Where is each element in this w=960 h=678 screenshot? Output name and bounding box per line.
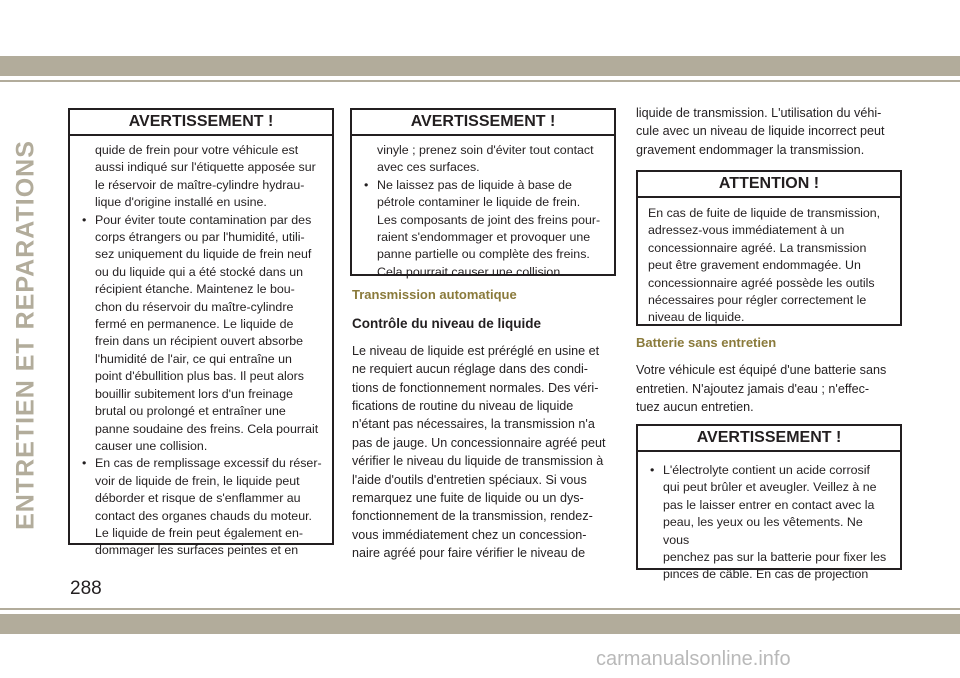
bullet-line: pétrole contaminer le liquide de frein. xyxy=(377,195,581,210)
footer-band xyxy=(0,614,960,634)
text-line: lique d'origine installé en usine. xyxy=(95,195,267,210)
bullet-line: • L'électrolyte contient un acide corrosif xyxy=(663,463,870,477)
footer-rule xyxy=(0,608,960,610)
text-line: liquide de transmission. L'utilisation du véhi- xyxy=(636,106,882,120)
section-title-transmission: Transmission automatique xyxy=(352,287,517,302)
text-line: En cas de fuite de liquide de transmission, xyxy=(648,206,881,220)
text-line: fications de routine du niveau de liquide xyxy=(352,399,574,414)
warning-box-col3 xyxy=(636,424,902,582)
text-line: Le niveau de liquide est préréglé en usine et xyxy=(352,343,600,358)
subsection-title-fluid-level: Contrôle du niveau de liquide xyxy=(352,316,542,332)
paragraph-transmission-continued xyxy=(636,104,904,159)
bullet-line: • Ne laissez pas de liquide à base de xyxy=(377,177,572,192)
warning-box-body xyxy=(70,136,332,566)
header-band xyxy=(0,0,960,76)
text-line: le réservoir de maître-cylindre hydrau- xyxy=(95,177,305,192)
text-line: tions de fonctionnement normales. Des véri- xyxy=(352,380,599,395)
warning-box-body xyxy=(352,136,614,287)
bullet-line: contact des organes chauds du moteur. xyxy=(95,508,312,523)
bullet-line: Les composants de joint des freins pour- xyxy=(377,212,601,227)
bullet-line: bouillir subitement lors d'un freinage xyxy=(95,386,293,401)
bullet-line: fermé en permanence. Le liquide de xyxy=(95,317,294,332)
text-line: n'étant pas nécessaires, la transmission n'a xyxy=(352,417,595,432)
attention-box-body xyxy=(638,198,900,333)
bullet-line: frein dans un récipient ouvert absorbe xyxy=(95,334,304,349)
bullet-line: panne soudaine des freins. Cela pourrait xyxy=(95,421,319,436)
bullet-line: sez uniquement du liquide de frein neuf xyxy=(95,247,312,262)
warning-box-title: AVERTISSEMENT ! xyxy=(638,426,900,452)
bullet-line: penchez pas sur la batterie pour fixer les xyxy=(663,550,887,565)
text-line: remarquez une fuite de liquide ou un dys- xyxy=(352,491,584,506)
text-line: l'aide d'outils d'entretien spéciaux. Si vous xyxy=(352,472,587,487)
bullet-line: Cela pourrait causer une collision. xyxy=(377,264,564,279)
warning-box-col1 xyxy=(68,108,334,558)
text-line: fonctionnement de la transmission, rendez- xyxy=(352,509,593,524)
warning-box-body xyxy=(638,452,900,590)
text-line: entretien. N'ajoutez jamais d'eau ; n'effec- xyxy=(636,381,870,396)
continued-text xyxy=(80,142,324,212)
text-line: naire agréé pour faire vérifier le niveau de xyxy=(352,546,586,561)
bullet-line: ou du liquide qui a été stocké dans un xyxy=(95,264,304,279)
bullet-line: pinces de câble. En cas de projection xyxy=(663,567,869,582)
continued-text xyxy=(362,142,606,177)
text-line: concessionnaire agréé possède les outils xyxy=(648,275,875,290)
bullet-line: pas le laisser entrer en contact avec la xyxy=(663,497,875,512)
bullet-list xyxy=(80,212,324,560)
warning-box-col2 xyxy=(350,108,616,279)
header-rule xyxy=(0,80,960,82)
section-title-battery: Batterie sans entretien xyxy=(636,335,777,350)
bullet-line: Le liquide de frein peut également en- xyxy=(95,525,304,540)
bullet-line: chon du réservoir du maître-cylindre xyxy=(95,299,294,314)
watermark-text: carmanualsonline.info xyxy=(596,648,791,670)
bullet-line: déborder et risque de s'enflammer au xyxy=(95,491,301,506)
bullet-item xyxy=(362,177,606,281)
bullet-line: • Pour éviter toute contamination par des xyxy=(95,212,312,227)
bullet-line: causer une collision. xyxy=(95,438,208,453)
text-line: ne requiert aucun réglage dans des condi- xyxy=(352,362,588,377)
text-line: adressez-vous immédiatement à un xyxy=(648,223,845,238)
text-line: nécessaires pour régler correctement le xyxy=(648,293,867,308)
bullet-list xyxy=(362,177,606,281)
bullet-line: qui peut brûler et aveugler. Veillez à ne xyxy=(663,480,877,495)
text-line: vous immédiatement chez un concession- xyxy=(352,527,587,542)
column-3-battery xyxy=(636,334,904,417)
bullet-line: point d'ébullition plus bas. Il peut alors xyxy=(95,369,305,384)
header-stripe xyxy=(0,56,960,76)
text-line: avec ces surfaces. xyxy=(377,160,480,175)
text-line: tuez aucun entretien. xyxy=(636,400,754,415)
text-line: aussi indiqué sur l'étiquette apposée sur xyxy=(95,160,316,175)
bullet-line: corps étrangers ou par l'humidité, utili- xyxy=(95,230,305,245)
chapter-side-title: ENTRETIEN ET REPARATIONS xyxy=(11,140,40,530)
bullet-line: peau, les yeux ou les vêtements. Ne vous xyxy=(663,515,863,547)
text-line: concessionnaire agréé. La transmission xyxy=(648,240,867,255)
paragraph-transmission xyxy=(352,342,616,563)
attention-box xyxy=(636,170,902,326)
bullet-item xyxy=(80,455,324,559)
warning-box-title: AVERTISSEMENT ! xyxy=(352,110,614,136)
text-line: quide de frein pour votre véhicule est xyxy=(95,143,299,157)
bullet-line: • En cas de remplissage excessif du réser- xyxy=(95,456,322,471)
text-line: niveau de liquide. xyxy=(648,310,745,325)
bullet-line: panne partielle ou complète des freins. xyxy=(377,247,590,262)
text-line: pas de jauge. Un concessionnaire agréé peut xyxy=(352,435,606,450)
page-number: 288 xyxy=(70,578,102,599)
bullet-item xyxy=(80,212,324,456)
text-line: Votre véhicule est équipé d'une batterie sans xyxy=(636,363,887,378)
text-line: peut être gravement endommagée. Un xyxy=(648,258,861,273)
paragraph-battery xyxy=(636,361,904,416)
column-2-text xyxy=(352,286,616,563)
bullet-line: voir de liquide de frein, le liquide peut xyxy=(95,473,300,488)
bullet-item xyxy=(648,462,892,584)
text-line: cule avec un niveau de liquide incorrect peut xyxy=(636,124,885,139)
text-line: gravement endommager la transmission. xyxy=(636,142,865,157)
attention-box-title: ATTENTION ! xyxy=(638,172,900,198)
warning-box-title: AVERTISSEMENT ! xyxy=(70,110,332,136)
bullet-line: récipient étanche. Maintenez le bou- xyxy=(95,282,295,297)
bullet-line: brutal ou prolongé et entraîner une xyxy=(95,404,286,419)
bullet-line: dommager les surfaces peintes et en xyxy=(95,543,299,558)
text-line: vinyle ; prenez soin d'éviter tout contact xyxy=(377,143,594,157)
column-3-intro xyxy=(636,104,904,159)
text-line: vérifier le niveau du liquide de transmission à xyxy=(352,454,604,469)
bullet-line: raient s'endommager et provoquer une xyxy=(377,230,591,245)
bullet-line: l'humidité de l'air, ce qui entraîne un xyxy=(95,351,292,366)
